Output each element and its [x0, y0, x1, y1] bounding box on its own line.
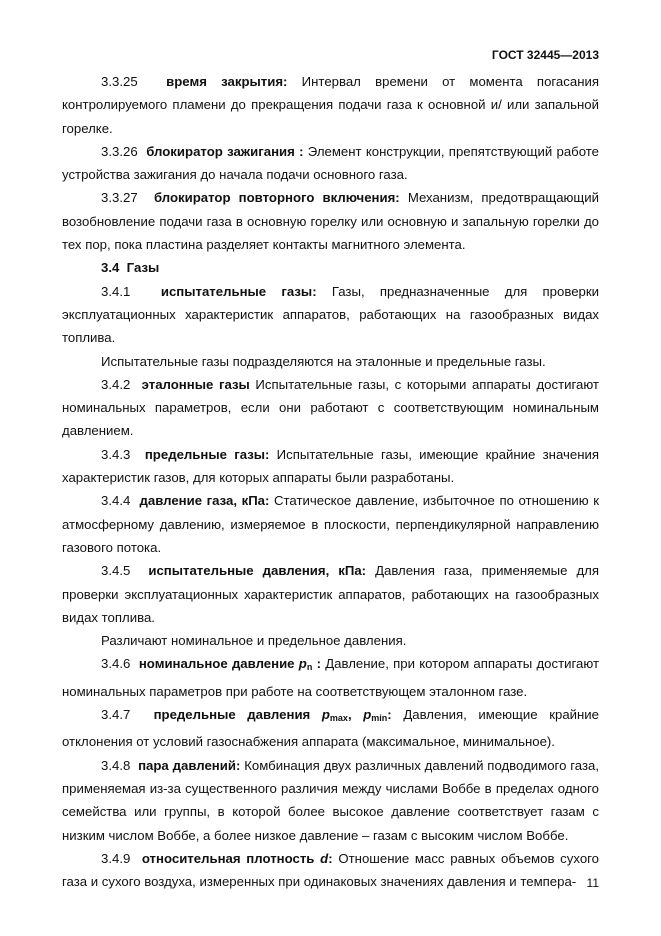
clause-number: 3.4.7	[101, 707, 131, 723]
subscript: max	[329, 713, 348, 724]
paragraph-note-test-gases	[62, 350, 599, 373]
paragraph-3-4-2	[62, 373, 599, 443]
paragraph-3-3-25	[62, 70, 599, 140]
paragraph-3-4-7	[62, 703, 599, 754]
clause-number: 3.4.1	[101, 283, 131, 299]
paragraph-3-4-8	[62, 754, 599, 847]
clause-number: 3.4.9	[101, 850, 131, 866]
symbol: p	[298, 656, 307, 672]
term-suffix: :	[312, 656, 321, 672]
document-header: ГОСТ 32445—2013	[491, 48, 599, 62]
clause-number: 3.3.26	[101, 143, 138, 159]
term: испытательные газы:	[160, 283, 317, 299]
section-number: 3.4	[101, 260, 120, 276]
paragraph-3-4-9	[62, 847, 599, 894]
definition: Испытательные газы, имеющие крайние значения характеристик газов, для которых аппараты были разработаны.	[62, 446, 599, 486]
clause-number: 3.4.6	[101, 656, 131, 672]
subscript: n	[306, 662, 313, 673]
clause-number: 3.4.8	[101, 757, 131, 773]
section-heading-3-4	[62, 256, 599, 279]
section-title: Газы	[126, 260, 160, 276]
term: время закрытия:	[166, 74, 288, 89]
subscript: min	[371, 713, 388, 724]
definition: Давление, при котором аппараты достигают номинальных параметров при работе на соответствующем эталонном газе.	[62, 656, 600, 699]
definition: Статическое давление, избыточное по отношению к атмосферному давлению, измеряемое в плоскости, перпендикулярной направлению газового потока.	[62, 493, 599, 555]
symbol: p	[321, 707, 330, 723]
paragraph-3-4-4	[62, 489, 599, 559]
clause-number: 3.3.27	[101, 190, 138, 206]
page-content	[62, 70, 599, 893]
definition: Комбинация двух различных давлений подводимого газа, применяемая из-за существенного различия между числами Воббе в пределах одного семейства или группы, в которой более высокое давление соответствует газам с низким числом Воббе, а более низкое давление – газам с высоким числом Воббе.	[62, 757, 600, 843]
clause-number: 3.4.3	[101, 446, 131, 462]
definition: Давления газа, применяемые для проверки эксплуатационных характеристик аппаратов, работающих на газообразных видах топлива.	[62, 563, 599, 625]
paragraph-text: Испытательные газы подразделяются на эталонные и предельные газы.	[101, 353, 546, 369]
paragraph-3-4-5	[62, 559, 599, 629]
clause-number: 3.4.4	[101, 493, 131, 509]
definition: Газы, предназначенные для проверки эксплуатационных характеристик аппаратов, работающих на газообразных видах топлива.	[62, 283, 599, 346]
term-suffix: :	[328, 850, 333, 866]
term: эталонные газы	[141, 376, 250, 392]
paragraph-note-pressures	[62, 629, 599, 652]
definition: Механизм, предотвращающий возобновление подачи газа в основную горелку или основную и запальную горелки до тех пор, пока пластина разделяет контакты магнитного элемента.	[62, 190, 599, 253]
clause-number: 3.3.25	[101, 74, 138, 89]
term: номинальное давление	[138, 656, 299, 672]
term: блокиратор зажигания :	[146, 143, 304, 159]
definition: Интервал времени от момента погасания контролируемого пламени до прекращения подачи газа к основной и/ или запальной горелке.	[62, 74, 599, 136]
definition: Элемент конструкции, препятствующий работе устройства зажигания до начала подачи основного газа.	[62, 143, 599, 183]
page-number: 11	[586, 876, 599, 890]
symbol: d	[320, 850, 329, 866]
paragraph-3-3-27	[62, 186, 599, 256]
definition: Отношение масс равных объемов сухого газа и сухого воздуха, измеренных при одинаковых значениях давления и темпера-	[62, 850, 600, 890]
definition: Испытательные газы, с которыми аппараты достигают номинальных параметров, если они работают с соответствующим номинальным давлением.	[62, 376, 599, 439]
symbol: p	[363, 707, 372, 723]
term: относительная плотность	[141, 850, 321, 866]
clause-number: 3.4.5	[101, 563, 131, 579]
paragraph-text: Различают номинальное и предельное давления.	[101, 633, 407, 649]
term: давление газа, кПа:	[139, 493, 270, 509]
clause-number: 3.4.2	[101, 376, 131, 392]
paragraph-3-4-3	[62, 443, 599, 490]
term: испытательные давления, кПа:	[148, 563, 367, 579]
paragraph-3-4-6	[62, 652, 599, 703]
separator: ,	[347, 707, 364, 723]
term-suffix: :	[387, 707, 392, 723]
paragraph-3-4-1	[62, 280, 599, 350]
term: блокиратор повторного включения:	[153, 190, 400, 206]
term: предельные газы:	[144, 446, 270, 462]
term: пара давлений:	[138, 757, 241, 773]
paragraph-3-3-26	[62, 140, 599, 187]
definition: Давления, имеющие крайние отклонения от условий газоснабжения аппарата (максимальное, минимальное).	[62, 707, 600, 750]
term: предельные давления	[153, 707, 322, 723]
